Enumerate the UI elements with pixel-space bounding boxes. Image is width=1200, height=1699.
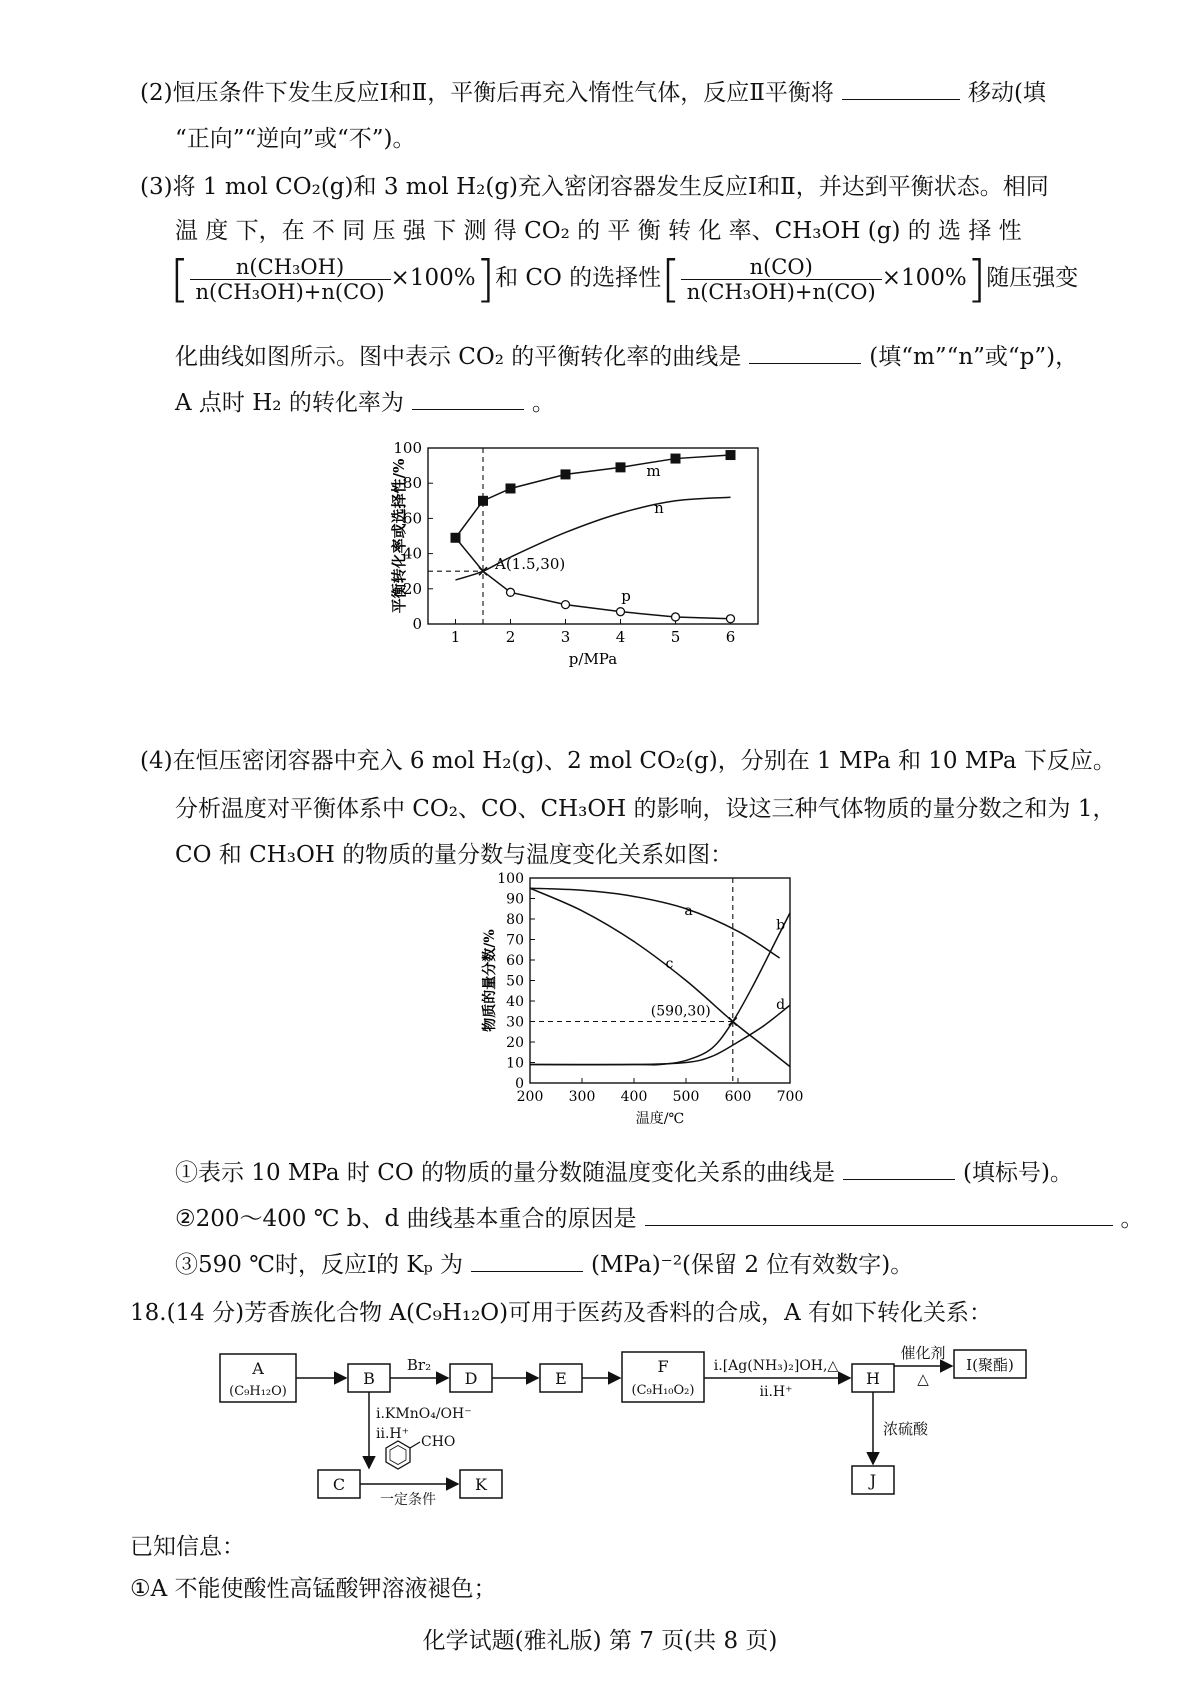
y-tick-label: 70: [506, 932, 524, 949]
annotation-label: (590,30): [650, 1003, 711, 1020]
q4-line3: CO 和 CH₃OH 的物质的量分数与温度变化关系如图：: [175, 842, 734, 868]
plot-frame: [530, 878, 790, 1083]
series-m-point: [478, 496, 488, 506]
q3-formula-line: [170, 248, 1078, 309]
right-bracket-2: ]: [966, 250, 987, 308]
q3-line4: 化曲线如图所示。图中表示 CO₂ 的平衡转化率的曲线是 (填“m”“n”或“p”)，: [175, 344, 1079, 370]
label-J: J: [869, 1471, 877, 1490]
q2-line1: [140, 78, 1046, 108]
x-tick-label: 200: [516, 1089, 544, 1105]
reagent-acid-1: ii.H⁺: [759, 1384, 793, 1400]
label-H: H: [866, 1369, 880, 1388]
q4-line2: 分析温度对平衡体系中 CO₂、CO、CH₃OH 的影响，设这三种气体物质的量分数之和为 1，: [175, 796, 1116, 822]
right-bracket: ]: [475, 250, 496, 308]
times-100-2: ×100%: [881, 265, 967, 291]
y-tick-label: 20: [506, 1035, 524, 1051]
label-A: A: [252, 1359, 264, 1378]
x-axis-label: p/MPa: [568, 650, 618, 668]
q2-line2: “正向”“逆向”或“不”)。: [175, 126, 416, 152]
q3-mid-text: 和 CO 的选择性: [495, 265, 662, 291]
page-footer: 化学试题(雅礼版) 第 7 页(共 8 页): [422, 1628, 778, 1654]
y-tick-label: 40: [506, 994, 524, 1010]
y-axis-label: 平衡转化率或选择性/%: [390, 458, 408, 614]
x-tick-label: 3: [560, 628, 571, 646]
x-tick-label: 2: [505, 628, 516, 646]
x-tick-label: 500: [672, 1089, 700, 1105]
formula-A: (C₉H₁₂O): [229, 1384, 287, 1399]
label-K: K: [475, 1475, 487, 1494]
left-bracket: [: [170, 250, 190, 308]
q4-sub3: ③590 ℃时，反应Ⅰ的 Kₚ 为 (MPa)⁻²(保留 2 位有效数字)。: [175, 1252, 914, 1278]
series-n-label: n: [654, 499, 664, 518]
reagent-kmno4: i.KMnO₄/OH⁻: [376, 1406, 472, 1422]
q4-sub2-blank[interactable]: [645, 1205, 1113, 1226]
y-tick-label: 60: [506, 953, 524, 969]
series-b-label: b: [776, 917, 786, 934]
annotation-label: A(1.5,30): [495, 555, 566, 574]
y-tick-label: 80: [402, 474, 422, 493]
label-C: C: [332, 1475, 346, 1494]
series-p-point: [507, 588, 515, 596]
y-tick-label: 0: [515, 1076, 524, 1092]
x-tick-label: 5: [670, 628, 681, 646]
series-p-point: [617, 608, 625, 616]
times-100-1: ×100%: [390, 265, 476, 291]
series-m-point: [671, 454, 681, 464]
x-axis-label: 温度/℃: [635, 1111, 685, 1127]
x-tick-label: 1: [450, 628, 461, 646]
reagent-acid-2: ii.H⁺: [376, 1426, 410, 1442]
q2-text: (2)恒压条件下发生反应Ⅰ和Ⅱ，平衡后再充入惰性气体，反应Ⅱ平衡将: [140, 80, 834, 106]
y-tick-label: 30: [506, 1014, 524, 1031]
x-tick-label: 6: [725, 628, 736, 646]
reagent-heat: △: [917, 1370, 929, 1388]
label-I: I(聚酯): [966, 1356, 1014, 1374]
q3-tail-text: 随压强变: [986, 265, 1079, 291]
series-m-point: [506, 483, 516, 493]
q18-intro: 18.(14 分)芳香族化合物 A(C₉H₁₂O)可用于医药及香料的合成，A 有如下转化关系：: [130, 1300, 993, 1326]
x-tick-label: 4: [615, 628, 626, 646]
y-tick-label: 80: [506, 912, 524, 928]
series-m-point: [616, 462, 626, 472]
formula-F: (C₉H₁₀O₂): [631, 1383, 695, 1398]
label-B: B: [363, 1369, 375, 1388]
series-c-label: c: [665, 956, 674, 973]
y-tick-label: 20: [402, 579, 422, 598]
x-tick-label: 600: [724, 1089, 752, 1105]
q4-sub3-blank[interactable]: [471, 1251, 583, 1272]
series-a-label: a: [684, 902, 693, 919]
q4-sub1-blank[interactable]: [843, 1159, 955, 1180]
q2-text-tail: 移动(填: [967, 80, 1046, 106]
co-selectivity-fraction: $\frac{n(CO)}{\text{n(CH₃OH)+n(CO)}}$: [681, 255, 882, 304]
series-b-line: [530, 913, 790, 1065]
temperature-chart: [480, 871, 820, 1143]
x-tick-label: 700: [776, 1089, 804, 1105]
series-c-line: [530, 888, 790, 1066]
q3-curve-answer-blank[interactable]: [749, 343, 861, 364]
series-p-label: p: [621, 587, 631, 606]
pressure-chart: [390, 439, 855, 738]
q18-known-label: 已知信息：: [130, 1534, 245, 1560]
q18-info1: ①A 不能使酸性高锰酸钾溶液褪色；: [130, 1576, 497, 1602]
q4-sub2: ②200～400 ℃ b、d 曲线基本重合的原因是 。: [175, 1206, 1144, 1232]
label-D: D: [464, 1369, 478, 1388]
reagent-tollens: i.[Ag(NH₃)₂]OH,△: [713, 1358, 839, 1374]
reagent-condition: 一定条件: [380, 1492, 436, 1508]
series-d-label: d: [776, 997, 786, 1014]
q3-line5: A 点时 H₂ 的转化率为 。: [175, 390, 555, 416]
q4-line1: (4)在恒压密闭容器中充入 6 mol H₂(g)、2 mol CO₂(g)，分别在 1 MPa 和 10 MPa 下反应。: [140, 748, 1116, 774]
ch3oh-selectivity-fraction: $\frac{\text{n(CH₃OH)}}{\text{n(CH₃OH)+n(CO)}}$: [190, 255, 391, 304]
label-E: E: [555, 1369, 567, 1388]
y-tick-label: 40: [402, 544, 422, 563]
y-tick-label: 50: [506, 973, 524, 990]
label-F: F: [657, 1357, 669, 1376]
x-tick-label: 400: [620, 1089, 648, 1105]
series-m-label: m: [646, 462, 661, 481]
y-axis-label: 物质的量分数/%: [482, 929, 498, 1032]
plot-frame: [428, 448, 758, 624]
series-a-line: [530, 888, 780, 958]
cho-bond: [410, 1442, 420, 1448]
y-tick-label: 10: [506, 1055, 524, 1072]
series-m-point: [561, 469, 571, 479]
series-m-line: [456, 455, 731, 538]
q2-answer-blank[interactable]: [842, 79, 960, 100]
series-p-line: [456, 538, 731, 619]
left-bracket-2: [: [661, 250, 681, 308]
y-tick-label: 0: [412, 615, 422, 633]
y-tick-label: 100: [497, 871, 524, 887]
reagent-Br2: Br₂: [406, 1356, 432, 1374]
q4-sub1: ①表示 10 MPa 时 CO 的物质的量分数随温度变化关系的曲线是 (填标号)。: [175, 1160, 1073, 1186]
q3-h2-conversion-blank[interactable]: [412, 389, 524, 410]
y-tick-label: 60: [402, 509, 422, 528]
y-tick-label: 100: [393, 439, 422, 457]
reagent-catalyst: 催化剂: [900, 1344, 946, 1362]
benzene-inner-icon: [390, 1446, 406, 1465]
series-p-point: [672, 613, 680, 621]
q3-line1: (3)将 1 mol CO₂(g)和 3 mol H₂(g)充入密闭容器发生反应Ⅰ和Ⅱ，并达到平衡状态。相同: [140, 174, 1049, 200]
reaction-scheme: [200, 1340, 1070, 1515]
series-m-point: [726, 450, 736, 460]
y-tick-label: 90: [506, 891, 524, 908]
series-p-point: [727, 615, 735, 623]
x-tick-label: 300: [568, 1089, 596, 1105]
cho-label: CHO: [421, 1434, 456, 1450]
series-p-point: [562, 601, 570, 609]
q3-line2: 温 度 下，在 不 同 压 强 下 测 得 CO₂ 的 平 衡 转 化 率、CH₃OH (g) 的 选 择 性: [175, 218, 1022, 244]
reagent-h2so4: 浓硫酸: [883, 1420, 929, 1438]
